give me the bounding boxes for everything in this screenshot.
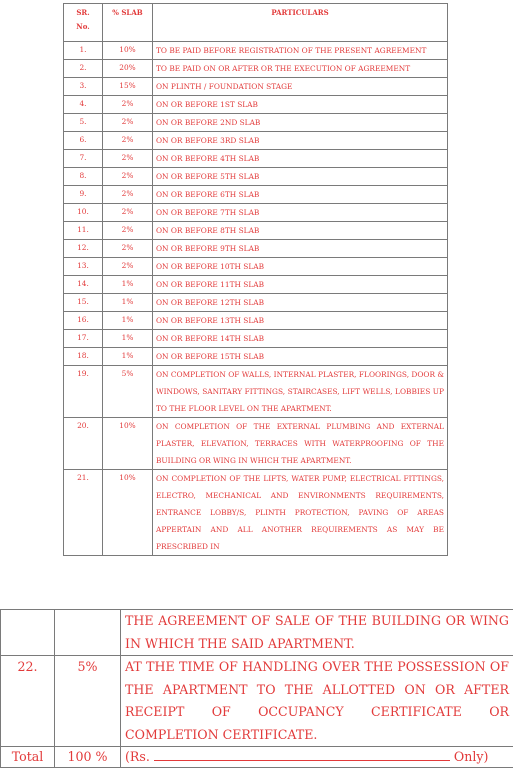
row-particulars: ON COMPLETION OF THE LIFTS, WATER PUMP, ELECTRICAL FITTINGS, ELECTRO, MECHANICAL AND ENVIRONMENTS REQUIREMENTS, ENTRANCE LOBBY/S, PLINTH PROTECTION, PAVING OF AREAS APPERTAIN AND ALL ANOTHER REQUIREMENTS AS MAY BE PRESCRIBED IN [156,474,444,551]
row-slab: 10% [103,42,153,60]
table-row [64,132,448,150]
row-particulars: ON OR BEFORE 15TH SLAB [156,352,265,361]
row-sr: 21. [64,470,103,556]
row-slab: 2% [103,114,153,132]
row-22-slab: 5% [55,656,121,747]
row-sr: 10. [64,204,103,222]
table-row [64,348,448,366]
row-slab: 2% [103,150,153,168]
table-row [64,96,448,114]
row-22-sr: 22. [1,656,55,747]
table-row [64,168,448,186]
table-row [64,186,448,204]
total-amount [121,747,513,768]
row-particulars: ON OR BEFORE 4TH SLAB [156,154,260,163]
row-slab: 1% [103,330,153,348]
row-slab: 10% [103,470,153,556]
row-particulars: TO BE PAID BEFORE REGISTRATION OF THE PRESENT AGREEMENT [156,46,427,55]
row-slab: 1% [103,294,153,312]
row-particulars: ON COMPLETION OF THE EXTERNAL PLUMBING AND EXTERNAL PLASTER, ELEVATION, TERRACES WITH WATERPROOFING OF THE BUILDING OR WING IN WHICH THE APARTMENT. [156,422,444,465]
row-particulars: ON OR BEFORE 11TH SLAB [156,280,265,289]
total-percent: 100 % [55,747,121,768]
table-row [64,470,448,556]
row-sr: 6. [64,132,103,150]
total-rs-prefix: (Rs. [125,749,150,764]
row-sr: 4. [64,96,103,114]
row-slab: 10% [103,418,153,470]
row-slab: 2% [103,168,153,186]
row-slab: 20% [103,60,153,78]
continuation-row [1,610,513,656]
row-sr: 12. [64,240,103,258]
row-particulars: ON OR BEFORE 3RD SLAB [156,136,260,145]
row-slab: 2% [103,186,153,204]
table-row [64,294,448,312]
row-sr: 9. [64,186,103,204]
row-sr: 8. [64,168,103,186]
row-sr: 11. [64,222,103,240]
row-sr: 2. [64,60,103,78]
row-particulars: TO BE PAID ON OR AFTER OR THE EXECUTION OF AGREEMENT [156,64,411,73]
table-row-22 [1,656,513,747]
row-sr: 7. [64,150,103,168]
row-slab: 2% [103,204,153,222]
row-slab: 1% [103,276,153,294]
table-row [64,204,448,222]
total-rs-suffix: Only) [453,749,489,764]
continuation-text: THE AGREEMENT OF SALE OF THE BUILDING OR WING IN WHICH THE SAID APARTMENT. [121,610,513,656]
row-sr: 1. [64,42,103,60]
row-sr: 20. [64,418,103,470]
row-particulars: ON OR BEFORE 10TH SLAB [156,262,265,271]
header-slab: % SLAB [103,4,153,42]
row-particulars: ON OR BEFORE 9TH SLAB [156,244,260,253]
row-particulars: ON OR BEFORE 6TH SLAB [156,190,260,199]
row-slab: 2% [103,96,153,114]
row-particulars: ON OR BEFORE 13TH SLAB [156,316,265,325]
row-particulars: ON PLINTH / FOUNDATION STAGE [156,82,293,91]
row-sr: 19. [64,366,103,418]
total-row [1,747,513,768]
table-row [64,78,448,96]
row-particulars: ON OR BEFORE 7TH SLAB [156,208,260,217]
row-slab: 2% [103,132,153,150]
header-particulars: PARTICULARS [153,4,448,42]
row-slab: 1% [103,312,153,330]
header-sr: SR. [76,8,90,17]
table-row [64,42,448,60]
row-particulars: ON OR BEFORE 2ND SLAB [156,118,261,127]
row-particulars: ON COMPLETION OF WALLS, INTERNAL PLASTER, FLOORINGS, DOOR & WINDOWS, SANITARY FITTINGS, STAIRCASES, LIFT WELLS, LOBBIES UP TO THE FLOOR LEVEL ON THE APARTMENT. [156,370,444,413]
payment-schedule-table-top [63,3,448,556]
row-sr: 3. [64,78,103,96]
table-row [64,330,448,348]
row-sr: 14. [64,276,103,294]
table-header-row [64,4,448,42]
row-sr: 15. [64,294,103,312]
header-no: No. [76,22,90,31]
row-slab: 15% [103,78,153,96]
table-row [64,366,448,418]
header-sr-no [64,4,103,42]
row-particulars: ON OR BEFORE 12TH SLAB [156,298,265,307]
row-particulars: ON OR BEFORE 14TH SLAB [156,334,265,343]
table-row [64,240,448,258]
total-label: Total [1,747,55,768]
row-slab: 1% [103,348,153,366]
row-sr: 16. [64,312,103,330]
row-sr: 13. [64,258,103,276]
row-slab: 2% [103,258,153,276]
table-row [64,258,448,276]
row-particulars: ON OR BEFORE 1ST SLAB [156,100,258,109]
table-row [64,222,448,240]
table-row [64,276,448,294]
row-slab: 2% [103,240,153,258]
row-particulars: ON OR BEFORE 5TH SLAB [156,172,260,181]
row-sr: 5. [64,114,103,132]
table-row [64,312,448,330]
row-slab: 2% [103,222,153,240]
payment-schedule-table-bottom [0,609,513,768]
table-top-body [64,42,448,556]
table-row [64,150,448,168]
amount-blank-line [154,750,450,761]
row-sr: 17. [64,330,103,348]
table-row [64,418,448,470]
row-22-particulars: AT THE TIME OF HANDLING OVER THE POSSESSION OF THE APARTMENT TO THE ALLOTTED ON OR AFTER RECEIPT OF OCCUPANCY CERTIFICATE OR COMPLETION CERTIFICATE. [121,656,513,747]
table-row [64,114,448,132]
row-slab: 5% [103,366,153,418]
row-particulars: ON OR BEFORE 8TH SLAB [156,226,260,235]
row-sr: 18. [64,348,103,366]
table-row [64,60,448,78]
